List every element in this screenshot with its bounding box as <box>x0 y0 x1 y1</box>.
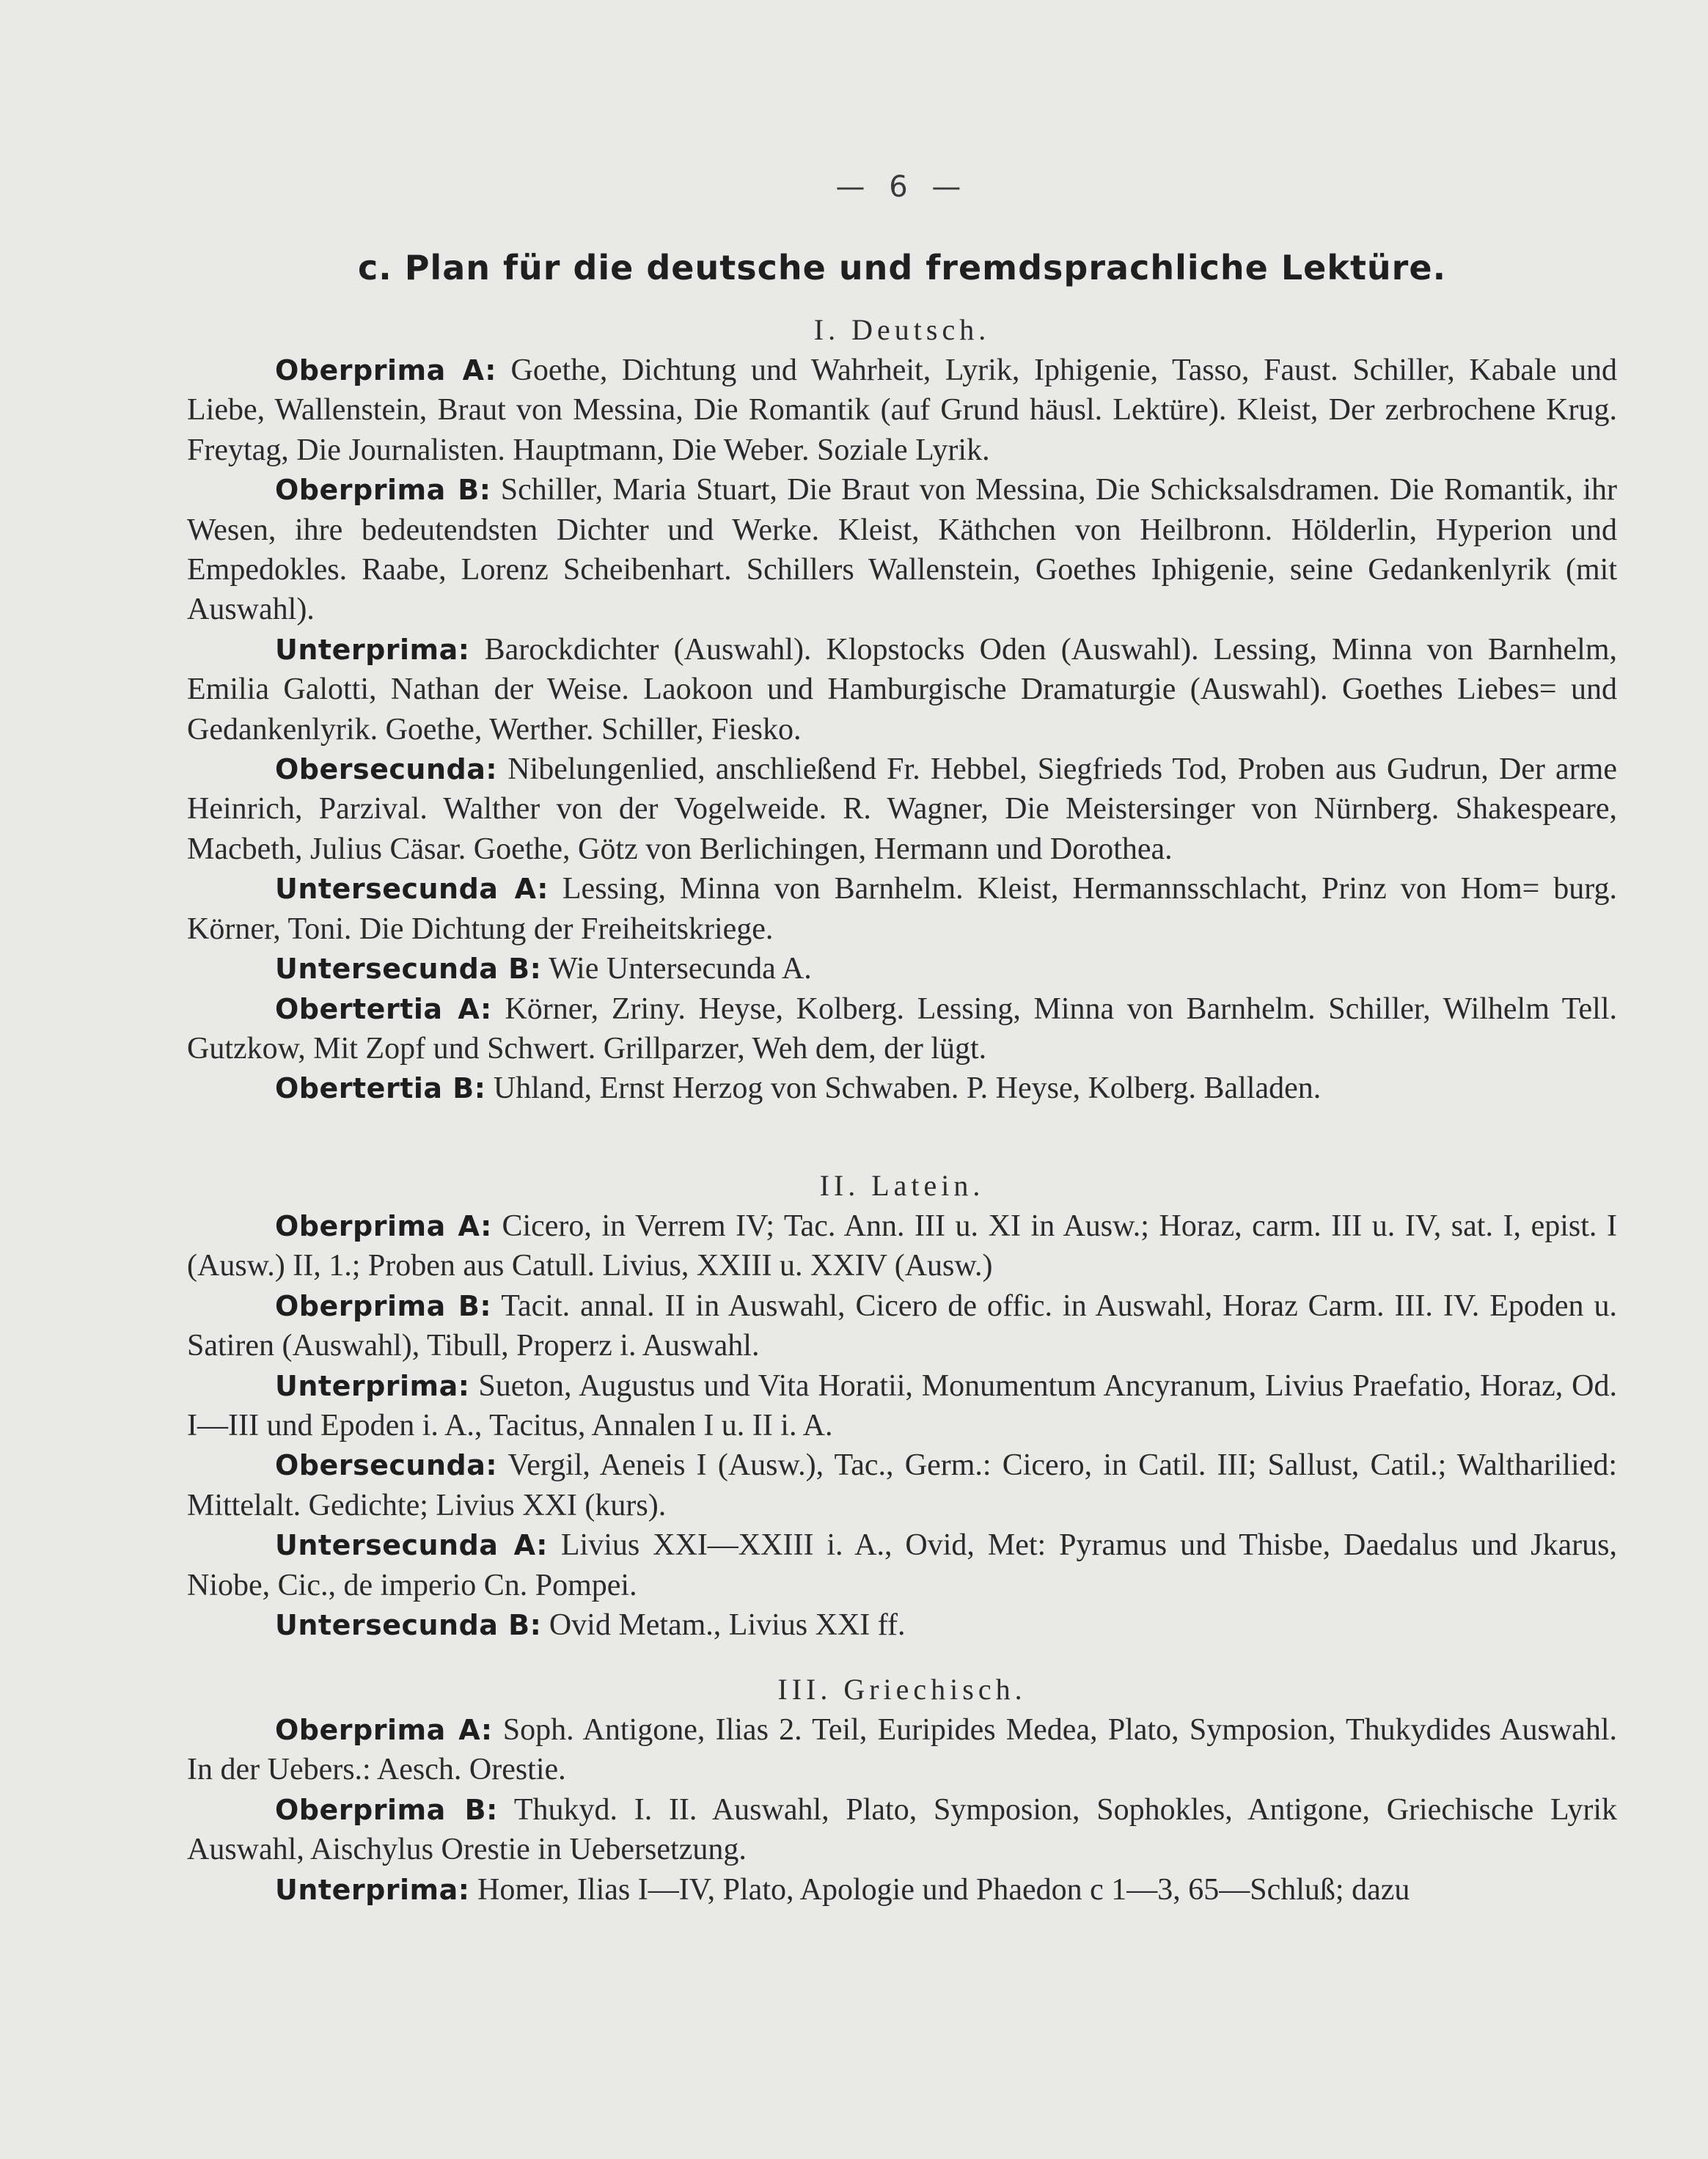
reading-entry <box>187 1870 1617 1910</box>
reading-entry <box>187 749 1617 869</box>
reading-entry <box>187 1068 1617 1108</box>
class-label: Oberprima A: <box>275 1714 493 1746</box>
reading-entry <box>187 470 1617 630</box>
entry-text: Soph. Antigone, Ilias 2. Teil, Euripides Medea, Plato, Symposion, Thukydides Auswahl. In der Uebers.: Aesch. Orestie. <box>187 1713 1617 1787</box>
section-heading: I. Deutsch. <box>813 313 991 346</box>
class-label: Unterprima: <box>275 1369 470 1402</box>
reading-entry <box>187 1286 1617 1366</box>
reading-entry <box>187 1790 1617 1870</box>
entry-text: Homer, Ilias I—IV, Plato, Apologie und Phaedon c 1—3, 65—Schluß; dazu <box>469 1872 1410 1907</box>
class-label: Obersecunda: <box>275 1449 498 1482</box>
class-label: Oberprima A: <box>275 354 496 386</box>
reading-entry <box>187 1525 1617 1605</box>
entry-text: Cicero, in Verrem IV; Tac. Ann. III u. XI in Ausw.; Horaz, carm. III u. IV, sat. I, epist. I (Ausw.) II, 1.; Proben aus Catull. Livius, XXIII u. XXIV (Ausw.) <box>187 1209 1618 1283</box>
reading-entry <box>187 351 1617 470</box>
class-label: Untersecunda B: <box>275 953 542 986</box>
entry-text: Lessing, Minna von Barnhelm. Kleist, Hermannsschlacht, Prinz von Hom= burg. Körner, Toni. Die Dichtung der Freiheitskriege. <box>187 872 1618 946</box>
entry-text: Körner, Zriny. Heyse, Kolberg. Lessing, Minna von Barnhelm. Schiller, Wilhelm Tell. Gutzkow, Mit Zopf und Schwert. Grillparzer, Weh dem, der lügt. <box>187 991 1617 1066</box>
entry-text: Goethe, Dichtung und Wahrheit, Lyrik, Iphigenie, Tasso, Faust. Schiller, Kabale und Liebe, Wallenstein, Braut von Messina, Die Romantik (auf Grund häusl. Lektüre). Kleist, Der zerbrochene Krug. Freytag, Die Journalisten. Hauptmann, Die Weber. Soziale Lyrik. <box>187 353 1617 467</box>
reading-entry <box>187 1206 1617 1286</box>
section-heading: III. Griechisch. <box>777 1673 1027 1706</box>
class-label: Oberprima B: <box>275 1793 498 1826</box>
section-deutsch <box>187 309 1617 1109</box>
entry-text: Livius XXI—XXIII i. A., Ovid, Met: Pyramus und Thisbe, Daedalus und Jkarus, Niobe, Cic., de imperio Cn. Pompei. <box>187 1528 1617 1602</box>
reading-entry <box>187 949 1617 989</box>
class-label: Obertertia A: <box>275 992 492 1025</box>
reading-entry <box>187 1710 1617 1790</box>
section-heading: II. Latein. <box>819 1169 985 1202</box>
class-label: Unterprima: <box>275 1873 470 1906</box>
reading-entry <box>187 1605 1617 1645</box>
entry-text: Barockdichter (Auswahl). Klopstocks Oden (Auswahl). Lessing, Minna von Barnhelm, Emilia Galotti, Nathan der Weise. Laokoon und Hamburgische Dramaturgie (Auswahl). Goethes Liebes= und Gedankenlyrik. Goethe, Werther. Schiller, Fiesko. <box>187 632 1617 747</box>
entry-text: Schiller, Maria Stuart, Die Braut von Messina, Die Schicksalsdramen. Die Romantik, ihr Wesen, ihre bedeutendsten Dichter und Werke. Kleist, Käthchen von Heilbronn. Hölderlin, Hyperion und Empedokles. Raabe, Lorenz Scheibenhart. Schillers Wallenstein, Goethes Iphigenie, seine Gedankenlyrik (mit Auswahl). <box>187 473 1617 627</box>
entry-text: Wie Untersecunda A. <box>541 952 812 986</box>
section-griechisch <box>187 1669 1617 1910</box>
document-title: c. Plan für die deutsche und fremdsprachliche Lektüre. <box>357 248 1447 287</box>
reading-entry <box>187 989 1617 1069</box>
class-label: Oberprima B: <box>275 474 491 507</box>
class-label: Untersecunda B: <box>275 1609 542 1642</box>
entry-text: Nibelungenlied, anschließend Fr. Hebbel, Siegfrieds Tod, Proben aus Gudrun, Der arme Heinrich, Parzival. Walther von der Vogelweide. R. Wagner, Die Meistersinger von Nürnberg. Shakespeare, Macbeth, Julius Cäsar. Goethe, Götz von Berlichingen, Hermann und Dorothea. <box>187 752 1617 866</box>
class-label: Unterprima: <box>275 633 470 666</box>
entry-text: Vergil, Aeneis I (Ausw.), Tac., Germ.: Cicero, in Catil. III; Sallust, Catil.; Waltharilied: Mittelalt. Gedichte; Livius XXI (kurs). <box>187 1448 1617 1522</box>
class-label: Oberprima A: <box>275 1210 492 1242</box>
class-label: Untersecunda A: <box>275 1529 548 1562</box>
reading-entry <box>187 1445 1617 1525</box>
entry-text: Ovid Metam., Livius XXI ff. <box>541 1608 906 1643</box>
reading-entry <box>187 630 1617 749</box>
reading-entry <box>187 869 1617 949</box>
class-label: Untersecunda A: <box>275 873 549 906</box>
entry-text: Tacit. annal. II in Auswahl, Cicero de offic. in Auswahl, Horaz Carm. III. IV. Epoden u. Satiren (Auswahl), Tibull, Properz i. Auswahl. <box>187 1289 1617 1363</box>
class-label: Oberprima B: <box>275 1289 492 1322</box>
section-latein <box>187 1165 1617 1645</box>
class-label: Obersecunda: <box>275 753 498 786</box>
entry-text: Sueton, Augustus und Vita Horatii, Monumentum Ancyranum, Livius Praefatio, Horaz, Od. I—III und Epoden i. A., Tacitus, Annalen I u. II i. A. <box>187 1368 1617 1443</box>
page-number: — 6 — <box>835 170 969 204</box>
reading-entry <box>187 1366 1617 1446</box>
entry-text: Uhland, Ernst Herzog von Schwaben. P. Heyse, Kolberg. Balladen. <box>485 1071 1322 1106</box>
entry-text: Thukyd. I. II. Auswahl, Plato, Symposion, Sophokles, Antigone, Griechische Lyrik Auswahl, Aischylus Orestie in Uebersetzung. <box>187 1792 1617 1867</box>
class-label: Obertertia B: <box>275 1072 486 1105</box>
